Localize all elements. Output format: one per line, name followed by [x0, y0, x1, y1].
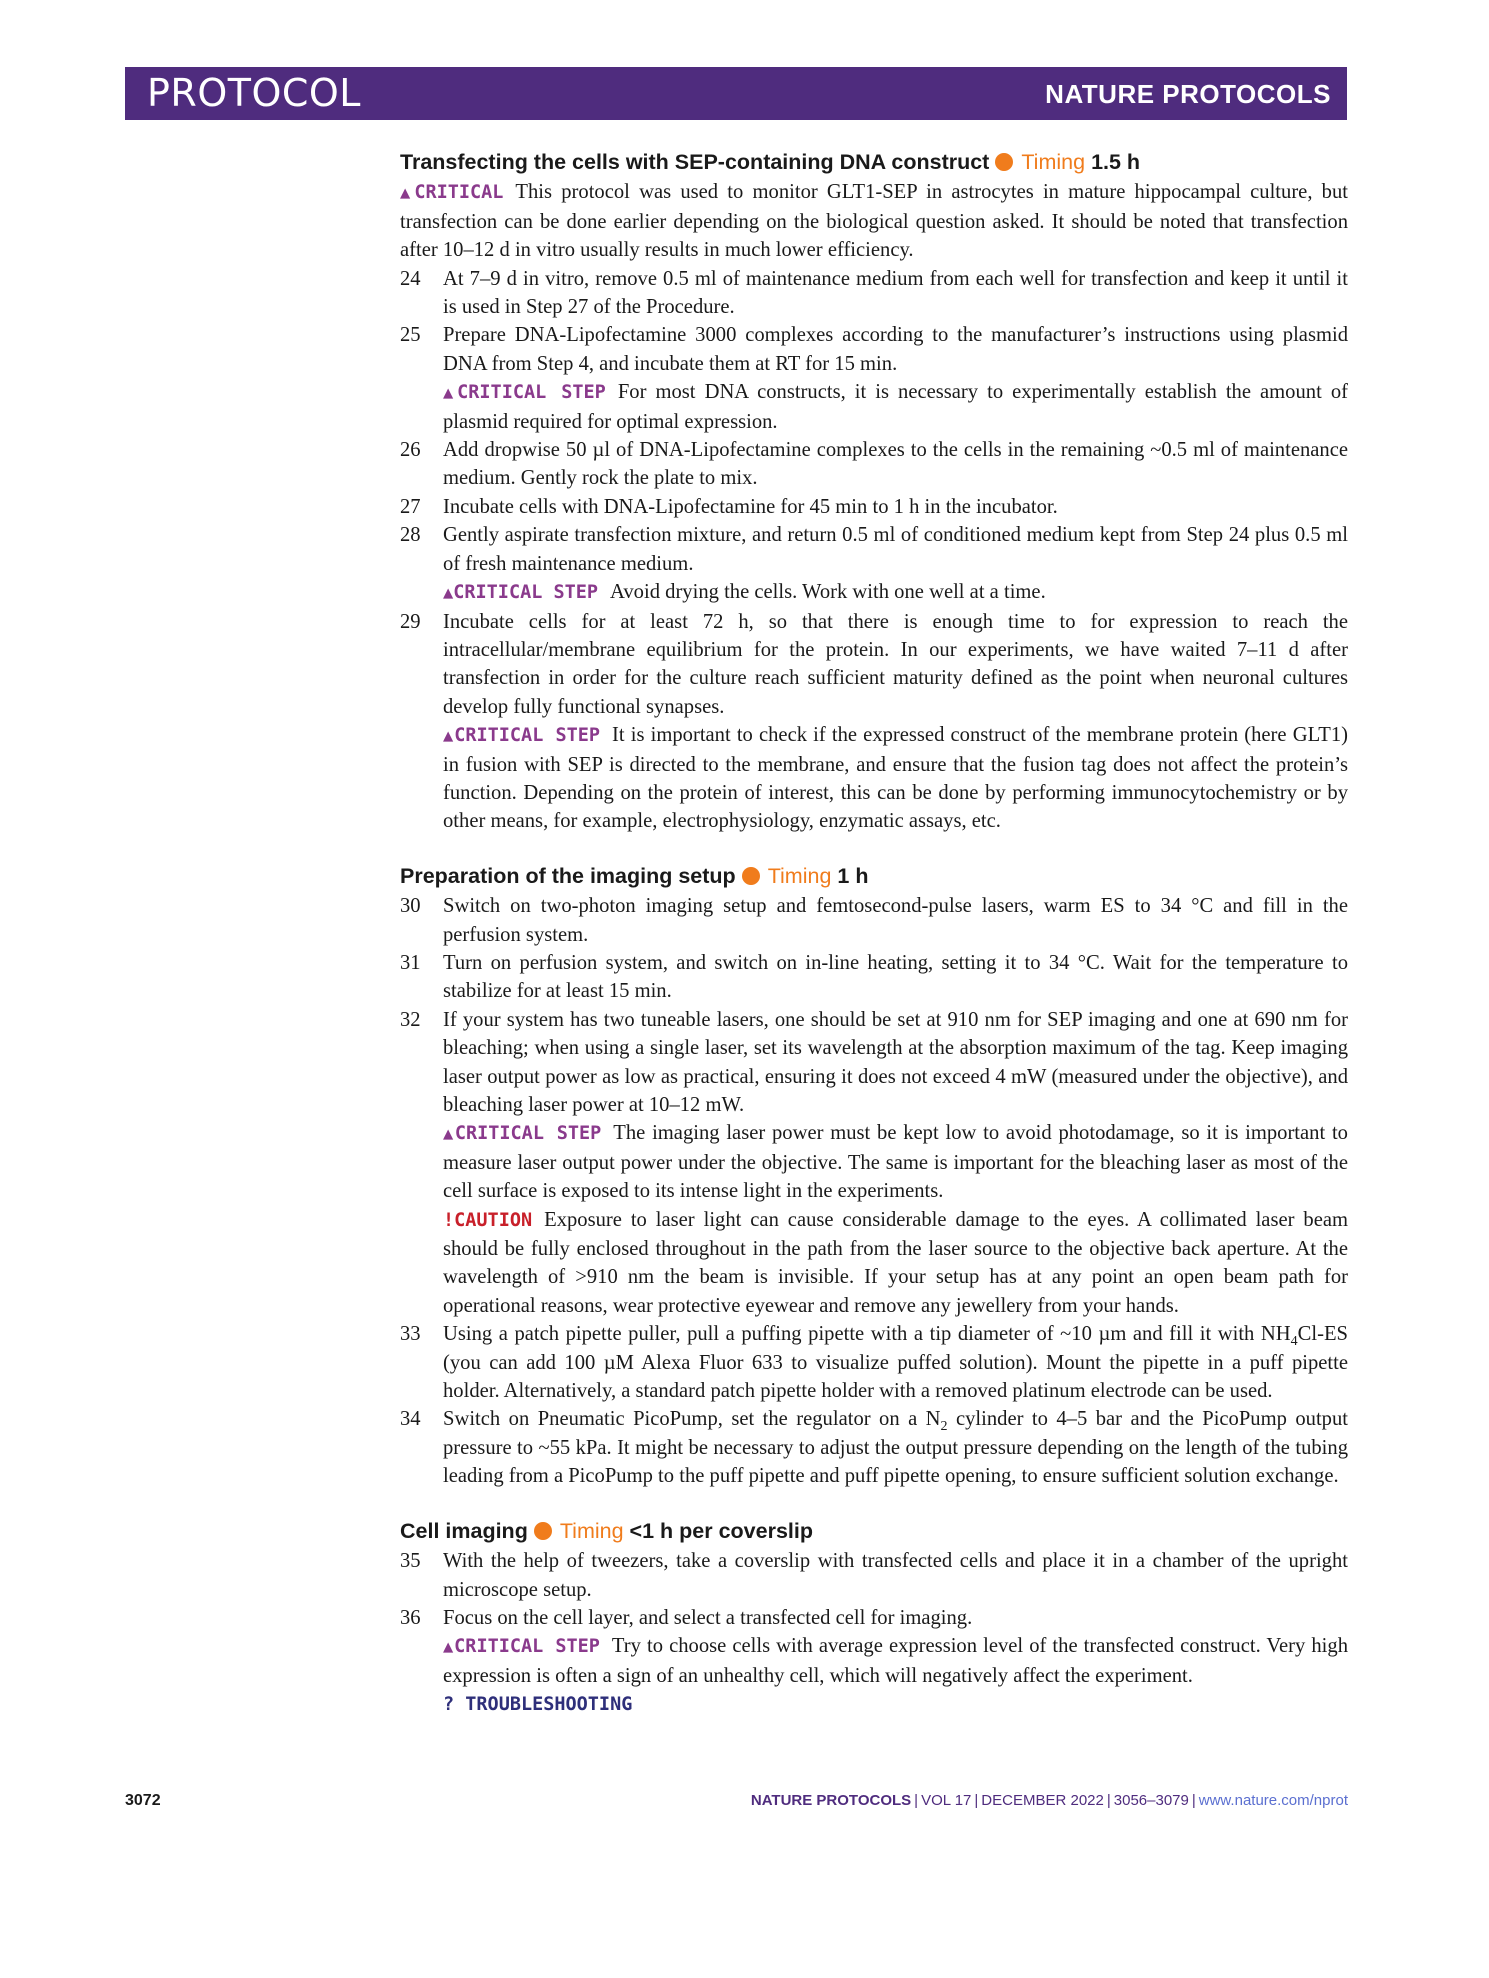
critical-triangle-icon: ▲ [443, 1637, 455, 1658]
critical-triangle-icon: ▲ [443, 383, 458, 404]
critical-triangle-icon: ▲ [400, 183, 415, 204]
section-heading: Preparation of the imaging setup Timing 1 h [400, 863, 869, 888]
exclamation-icon: ! [443, 1209, 455, 1231]
step: 31 Turn on perfusion system, and switch on in-line heating, setting it to 34 °C. Wait for the temperature to stabilize for at least 15 min. [400, 951, 1348, 1003]
step: 34 Switch on Pneumatic PicoPump, set the regulator on a $N_2$ cylinder to 4–5 bar and the PicoPump output pressure to ~55 kPa. It might be necessary to adjust the output pressure depending on the length of the tubing leading from a PicoPump to the puff pipette and puff pipette opening, to ensure sufficient solution exchange. [400, 1408, 1348, 1488]
step: 26 Add dropwise 50 µl of DNA-Lipofectamine complexes to the cells in the remaining ~0.5 ml of maintenance medium. Gently rock the plate to mix. [400, 439, 1348, 490]
step: 32 If your system has two tuneable lasers, one should be set at 910 nm for SEP imaging and one at 690 nm for bleaching; when using a single laser, set its wavelength at the absorption maximum of the tag. Keep imaging laser output power as low as practical, ensuring it does not exceed 4 mW (measured under the objective), and bleaching laser power at 10–12 mW. [400, 1008, 1348, 1116]
journal-name: NATURE PROTOCOLS [1045, 79, 1331, 109]
step: 35 With the help of tweezers, take a coverslip with transfected cells and place it in a chamber of the upright microscope setup. [400, 1550, 1348, 1601]
critical-step-note: ▲CRITICAL STEP It is important to check if the expressed construct of the membrane protein (here GLT1) in fusion with SEP is directed to the membrane, and ensure that the fusion tag does not affect the protein’s function. Depending on the protein of interest, this can be done by performing immunocytochemistry or by other means, for example, electrophysiology, enzymatic assays, etc. [443, 724, 1348, 833]
critical-triangle-icon: ▲ [443, 1124, 455, 1145]
article-type: PROTOCOL [147, 71, 361, 115]
critical-step-note: ▲CRITICAL STEP The imaging laser power must be kept low to avoid photodamage, so it is important to measure laser output power under the objective. The same is important for the bleaching laser as most of the cell surface is exposed to its intense light in the experiments. [443, 1122, 1348, 1203]
critical-step-note: ▲CRITICAL STEP For most DNA constructs, it is necessary to experimentally establish the amount of plasmid required for optimal expression. [443, 381, 1348, 433]
caution-note: !CAUTION Exposure to laser light can cause considerable damage to the eyes. A collimated laser beam should be fully enclosed throughout in the path from the laser source to the objective back aperture. At the wavelength of >910 nm the beam is invisible. If your setup has at any point an open beam path for operational reasons, wear protective eyewear and remove any jewellery from your hands. [443, 1208, 1348, 1317]
critical-triangle-icon: ▲ [443, 726, 455, 747]
step: 30 Switch on two-photon imaging setup and femtosecond-pulse lasers, warm ES to 34 °C and fill in the perfusion system. [400, 895, 1348, 946]
step: 29 Incubate cells for at least 72 h, so that there is enough time to for expression to reach the intracellular/membrane equilibrium for the protein. In our experiments, we have waited 7–11 d after transfection in order for the culture reach sufficient maturity defined as the point when neuronal cultures develop fully functional synapses. [400, 610, 1348, 718]
main-content [400, 148, 1348, 1720]
troubleshooting-link[interactable]: ? TROUBLESHOOTING [443, 1694, 633, 1716]
step: 33 Using a patch pipette puller, pull a puffing pipette with a tip diameter of ~10 µm and fill it with $NH_4Cl-ES$ (you can add 100 µM Alexa Fluor 633 to visualize puffed solution). Mount the pipette in a puff pipette holder. Alternatively, a standard patch pipette holder with a removed platinum electrode can be used. [400, 1323, 1348, 1403]
step: 25 Prepare DNA-Lipofectamine 3000 complexes according to the manufacturer’s instructions using plasmid DNA from Step 4, and incubate them at RT for 15 min. [400, 324, 1348, 375]
journal-url-link[interactable]: www.nature.com/nprot [1198, 1792, 1348, 1809]
section-heading: Cell imaging Timing <1 h per coverslip [400, 1518, 813, 1543]
page-number: 3072 [125, 1792, 161, 1809]
critical-step-note: ▲CRITICAL STEP Try to choose cells with average expression level of the transfected construct. Very high expression is often a sign of an unhealthy cell, which will negatively affect the experiment. [443, 1635, 1348, 1687]
question-icon: ? [443, 1694, 466, 1716]
step: 28 Gently aspirate transfection mixture, and return 0.5 ml of conditioned medium kept from Step 24 plus 0.5 ml of fresh maintenance medium. [400, 524, 1348, 575]
critical-triangle-icon: ▲ [443, 583, 454, 604]
timing-dot-icon [742, 867, 760, 885]
critical-step-note: ▲CRITICAL STEP Avoid drying the cells. Work with one well at a time. [443, 581, 1046, 604]
critical-note: ▲CRITICAL This protocol was used to monitor GLT1-SEP in astrocytes in mature hippocampal culture, but transfection can be done earlier depending on the biological question asked. It should be noted that transfection after 10–12 d in vitro usually results in much lower efficiency. [400, 181, 1348, 262]
step: 24 At 7–9 d in vitro, remove 0.5 ml of maintenance medium from each well for transfection and keep it until it is used in Step 27 of the Procedure. [400, 267, 1348, 319]
timing-dot-icon [534, 1522, 552, 1540]
header-banner [125, 67, 1347, 120]
footer-citation: NATURE PROTOCOLS | VOL 17 | DECEMBER 2022 | 3056–3079 | www.nature.com/nprot [750, 1792, 1348, 1809]
step: 27 Incubate cells with DNA-Lipofectamine for 45 min to 1 h in the incubator. [400, 495, 1058, 518]
timing-dot-icon [995, 153, 1013, 171]
section-heading: Transfecting the cells with SEP-containing DNA construct Timing 1.5 h [400, 150, 1141, 174]
step: 36 Focus on the cell layer, and select a transfected cell for imaging. [400, 1606, 973, 1629]
